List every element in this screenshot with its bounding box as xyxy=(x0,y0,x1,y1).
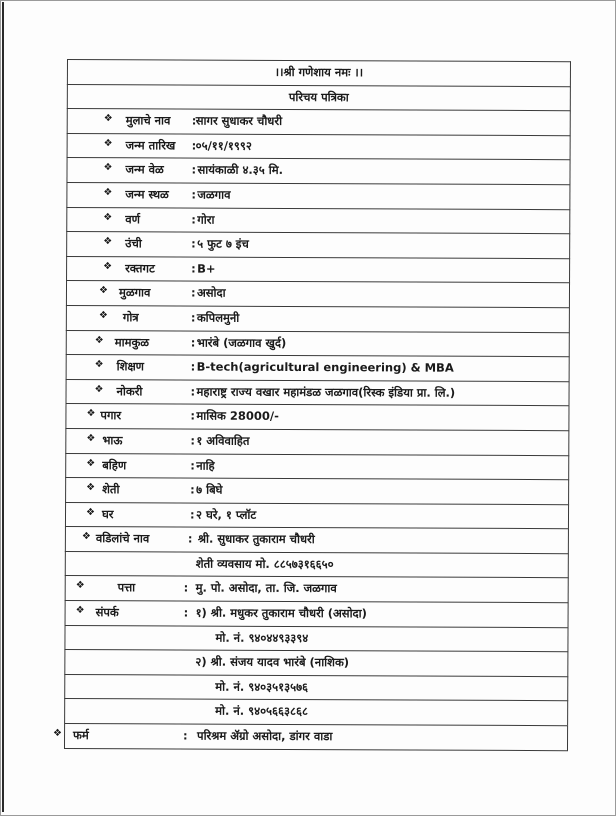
field-colon: : xyxy=(183,728,188,743)
field-label: घर xyxy=(101,506,114,521)
field-colon: : xyxy=(191,187,197,202)
bullet-icon: ❖ xyxy=(53,727,63,740)
field-value: ०५/११/१९९२ xyxy=(195,138,252,153)
field-colon: : xyxy=(190,359,196,374)
bullet-icon: ❖ xyxy=(81,531,91,543)
bullet-icon: ❖ xyxy=(103,137,113,149)
field-label: मुळगाव xyxy=(118,285,151,300)
field-row xyxy=(66,280,570,307)
contact-phone-row xyxy=(64,625,568,652)
field-label: शेती xyxy=(102,482,120,497)
field-value: ७ बिघे xyxy=(196,482,223,497)
field-colon: : xyxy=(190,408,196,423)
field-value: सागर सुधाकर चौधरी xyxy=(195,113,283,129)
field-row xyxy=(65,502,569,529)
field-row xyxy=(65,403,569,430)
address-value: मु. पो. असोदा, ता. जि. जळगाव xyxy=(195,581,337,596)
bullet-icon: ❖ xyxy=(86,457,96,469)
bullet-icon: ❖ xyxy=(103,260,113,272)
field-label: शिक्षण xyxy=(116,359,145,374)
field-value: कपिलमुनी xyxy=(196,310,240,325)
field-value: B-tech(agricultural engineering) & MBA xyxy=(196,359,454,375)
field-row xyxy=(65,526,569,553)
field-colon: : xyxy=(189,507,195,522)
field-row xyxy=(65,379,569,406)
title-row xyxy=(67,84,571,111)
field-row xyxy=(67,133,571,160)
field-colon: : xyxy=(191,138,197,153)
address-row xyxy=(65,575,569,602)
field-label: नोकरी xyxy=(116,383,143,399)
father-business-row xyxy=(65,551,569,578)
field-row xyxy=(66,305,570,332)
field-colon: : xyxy=(190,285,196,300)
bullet-icon: ❖ xyxy=(94,334,104,346)
address-label: पत्ता xyxy=(117,580,136,595)
field-colon: : xyxy=(191,261,196,276)
contact-phone-2b: मो. नं. ९४०५६६३८६८ xyxy=(215,704,308,719)
field-label: भाऊ xyxy=(102,433,123,448)
bullet-icon: ❖ xyxy=(86,432,96,445)
invocation-text: ।।श्री गणेशाय नमः ।। xyxy=(274,64,364,80)
field-value: सायंकाळी ४.३५ मि. xyxy=(197,162,284,178)
field-colon: : xyxy=(183,580,189,596)
father-business-text: शेती व्यवसाय मो. ८८५७३१६६५० xyxy=(195,556,334,572)
field-label: बहिण xyxy=(102,457,127,472)
field-value: नाहि xyxy=(196,458,215,473)
field-colon: : xyxy=(191,212,196,227)
field-colon: : xyxy=(183,605,189,620)
field-row xyxy=(66,256,570,283)
bullet-icon: ❖ xyxy=(85,506,96,518)
field-label: गोत्र xyxy=(122,310,139,325)
field-value: जळगाव xyxy=(197,187,231,202)
biodata-table xyxy=(53,59,571,751)
bullet-icon: ❖ xyxy=(94,359,104,371)
field-row xyxy=(66,157,570,184)
field-colon: : xyxy=(190,384,196,399)
field-row xyxy=(66,207,570,234)
bullet-icon: ❖ xyxy=(75,605,85,617)
field-colon: : xyxy=(190,482,195,497)
contact-phone-row xyxy=(64,698,568,725)
field-row xyxy=(65,452,569,479)
field-label: जन्म तारिख xyxy=(125,138,176,153)
field-colon: : xyxy=(191,236,196,251)
contact-label: संपर्क xyxy=(95,605,119,620)
contact-phone-row xyxy=(64,674,568,701)
field-label: उंची xyxy=(125,236,142,251)
field-row xyxy=(67,108,571,135)
field-label: वर्ण xyxy=(125,211,141,226)
field-value: भारंबे (जळगाव खुर्द) xyxy=(196,335,287,350)
contact-person-1: १) श्री. मधुकर तुकाराम चौधरी (असोदा) xyxy=(195,605,367,621)
field-value: B+ xyxy=(197,261,216,276)
field-colon: : xyxy=(190,433,195,448)
field-row xyxy=(66,182,570,209)
document-title: परिचय पत्रिका xyxy=(288,89,349,104)
field-value: ५ फुट ७ इंच xyxy=(197,236,249,251)
field-label: मामकुळ xyxy=(114,334,150,349)
farm-value: परिश्रम ॲग्रो असोदा, डांगर वाडा xyxy=(197,728,333,744)
contact-row xyxy=(64,649,568,676)
field-label: जन्म वेळ xyxy=(125,162,164,177)
bullet-icon: ❖ xyxy=(103,113,113,125)
field-value: २ घरे, १ प्लॉट xyxy=(195,507,257,522)
field-row xyxy=(66,231,570,258)
field-label: जन्म स्थळ xyxy=(125,187,169,202)
bullet-icon: ❖ xyxy=(98,310,108,322)
farm-row xyxy=(53,723,568,751)
bullet-icon: ❖ xyxy=(103,236,113,248)
field-label: वडिलांचे नाव xyxy=(95,531,150,546)
contact-phone-1: मो. नं. ९४०४४९३३९४ xyxy=(215,630,309,645)
field-label: रक्तगट xyxy=(125,261,155,276)
field-value: असोदा xyxy=(196,285,226,301)
farm-label: फर्म xyxy=(73,728,89,743)
field-value: श्री. सुधाकर तुकाराम चौधरी xyxy=(197,531,315,547)
contact-person-2: २) श्री. संजय यादव भारंबे (नाशिक) xyxy=(195,654,350,670)
contact-phone-2a: मो. नं. ९४०३५१३५७६ xyxy=(215,679,309,694)
field-value: महाराष्ट्र राज्य वखार महामंडळ जळगाव(रिस्क इंडिया प्रा. लि.) xyxy=(196,384,456,400)
field-value: गोरा xyxy=(197,212,215,227)
bullet-icon: ❖ xyxy=(98,285,108,297)
field-label: मुलाचे नाव xyxy=(125,113,171,128)
field-colon: : xyxy=(190,310,196,325)
contact-row xyxy=(65,600,569,627)
field-row xyxy=(66,330,570,357)
field-colon: : xyxy=(190,335,196,350)
field-value: १ अविवाहित xyxy=(196,433,250,448)
field-row xyxy=(66,354,570,381)
field-row xyxy=(65,428,569,455)
field-colon: : xyxy=(191,162,197,177)
bullet-icon: ❖ xyxy=(86,408,96,420)
bullet-icon: ❖ xyxy=(86,482,96,494)
bullet-icon: ❖ xyxy=(94,383,104,395)
field-row xyxy=(65,477,569,504)
bullet-icon: ❖ xyxy=(103,162,113,174)
bullet-icon: ❖ xyxy=(75,580,85,592)
field-colon: : xyxy=(187,531,193,546)
field-value: मासिक 28000/- xyxy=(196,408,279,424)
field-label: पगार xyxy=(100,408,122,423)
invocation-row xyxy=(67,59,571,86)
field-colon: : xyxy=(190,458,195,473)
bullet-icon: ❖ xyxy=(103,187,113,199)
bullet-icon: ❖ xyxy=(103,211,113,223)
field-colon: : xyxy=(191,113,197,128)
